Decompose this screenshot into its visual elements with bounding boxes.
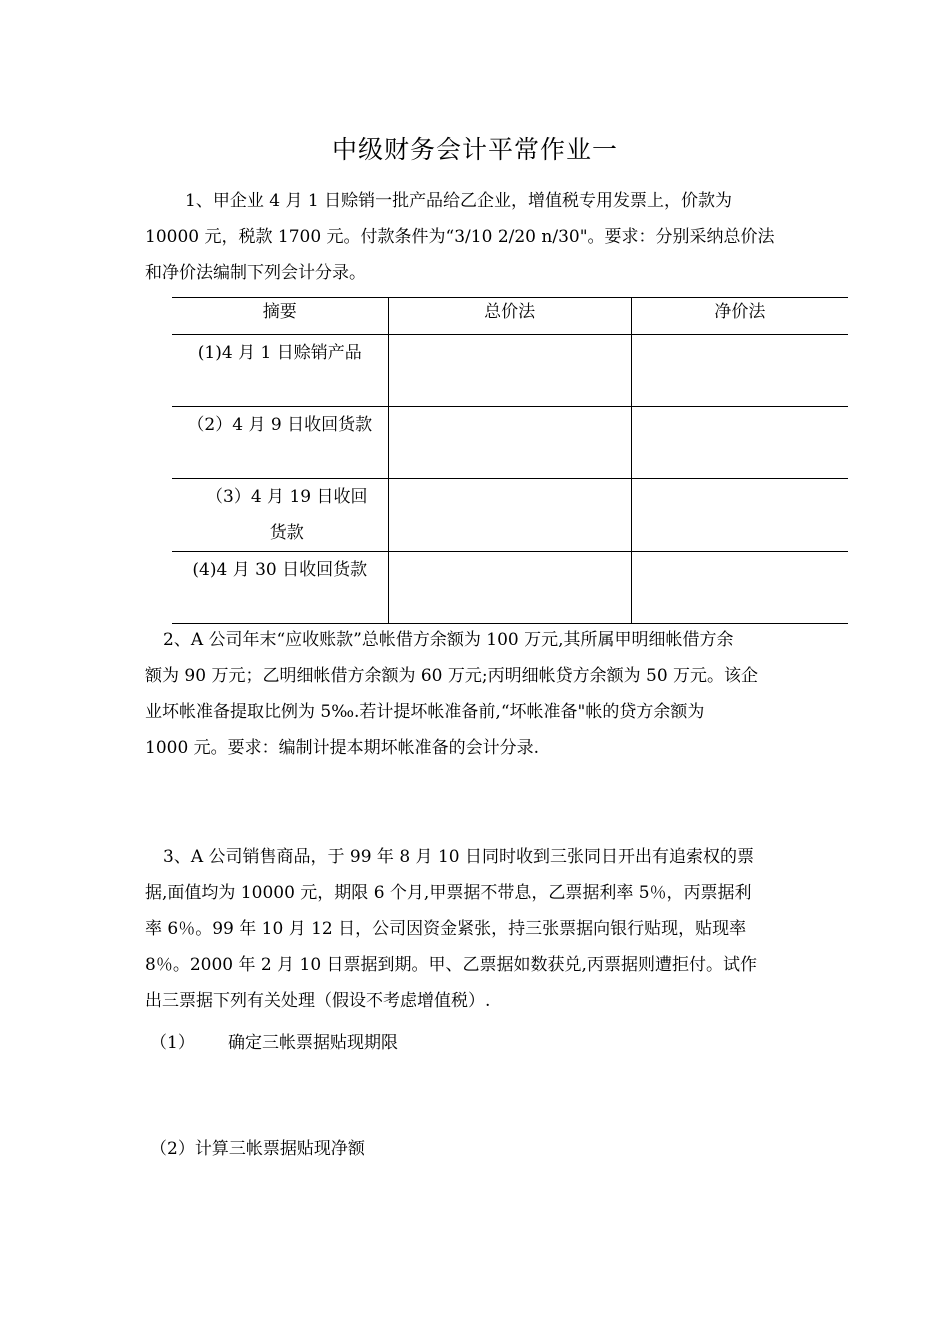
gross-method-cell[interactable] [388, 335, 631, 407]
row-summary-cell [172, 479, 388, 552]
header-gross-method: 总价法 [388, 298, 631, 335]
page-title: 中级财务会计平常作业一 [331, 135, 618, 164]
question-3-line: 3、A 公司销售商品，于 99 年 8 月 10 日同时收到三张同日开出有追索权的票 [163, 847, 754, 867]
question-3-line: 率 6％。99 年 10 月 12 日，公司因资金紧张，持三张票据向银行贴现，贴现率 [145, 919, 747, 939]
question-2-line: 2、A 公司年末“应收账款”总帐借方余额为 100 万元,其所属甲明细帐借方余 [163, 630, 734, 650]
question-2-line: 1000 元。要求：编制计提本期坏帐准备的会计分录. [145, 738, 540, 758]
net-method-cell[interactable] [631, 407, 848, 479]
question-3-line: 8％。2000 年 2 月 10 日票据到期。甲、乙票据如数获兑,丙票据则遭拒付。试作 [145, 955, 757, 975]
header-net-method: 净价法 [631, 298, 848, 335]
question-1-line: 1、甲企业 4 月 1 日赊销一批产品给乙企业，增值税专用发票上，价款为 [185, 191, 733, 211]
question-1-line: 和净价法编制下列会计分录。 [145, 263, 366, 283]
header-summary: 摘要 [172, 298, 388, 335]
question-1-line: 10000 元，税款 1700 元。付款条件为“3/10 2/20 n/30"。要求：分别采纳总价法 [145, 227, 775, 247]
journal-entry-table [172, 297, 848, 624]
net-method-cell[interactable] [631, 479, 848, 552]
subtask-text: 确定三帐票据贴现期限 [228, 1033, 398, 1053]
row-summary-cell [172, 552, 388, 624]
table-row [172, 335, 848, 407]
gross-method-cell[interactable] [388, 552, 631, 624]
row-summary-cell [172, 407, 388, 479]
table-header-row [172, 298, 848, 335]
gross-method-cell[interactable] [388, 407, 631, 479]
row-label: (1)4 月 1 日赊销产品 [197, 343, 362, 363]
question-3-subtask-1 [150, 1028, 398, 1053]
subtask-number: （1） [150, 1033, 195, 1053]
question-2-line: 额为 90 万元；乙明细帐借方余额为 60 万元;丙明细帐贷方余额为 50 万元。该企 [145, 666, 759, 686]
gross-method-cell[interactable] [388, 479, 631, 552]
net-method-cell[interactable] [631, 552, 848, 624]
question-3-line: 据,面值均为 10000 元，期限 6 个月,甲票据不带息，乙票据利率 5％，丙票据利 [145, 883, 752, 903]
question-3-line: 出三票据下列有关处理（假设不考虑增值税）. [145, 991, 491, 1011]
table-row [172, 552, 848, 624]
row-label: （3）4 月 19 日收回货款 [206, 487, 368, 543]
row-summary-cell [172, 335, 388, 407]
question-2-text [145, 622, 810, 766]
question-2-line: 业坏帐准备提取比例为 5‰.若计提坏帐准备前,“坏帐准备"帐的贷方余额为 [145, 702, 705, 722]
question-3-subtask-2: （2）计算三帐票据贴现净额 [150, 1139, 365, 1159]
net-method-cell[interactable] [631, 335, 848, 407]
table-row [172, 479, 848, 552]
row-label: （2）4 月 9 日收回货款 [187, 415, 373, 435]
question-3-text [145, 839, 810, 1019]
row-label: (4)4 月 30 日收回货款 [192, 560, 368, 580]
question-1-text [145, 183, 810, 291]
table-row [172, 407, 848, 479]
